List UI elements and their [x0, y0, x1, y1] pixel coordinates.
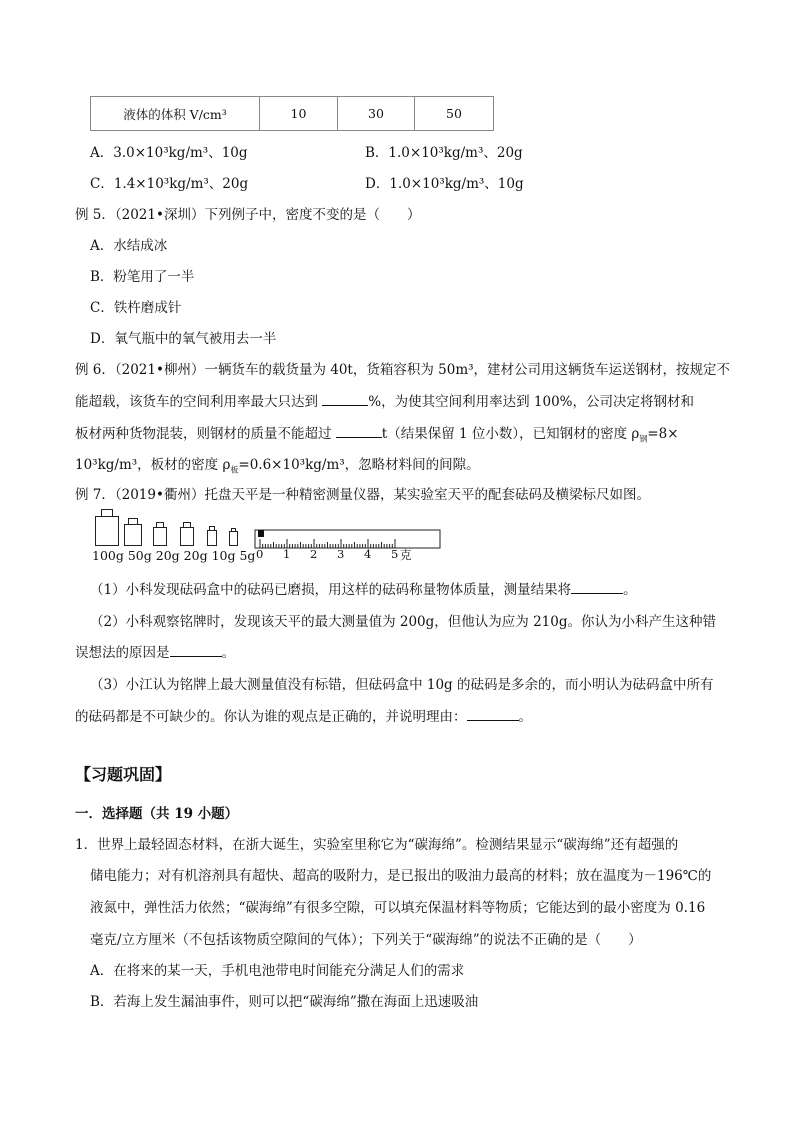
volume-table [90, 96, 494, 131]
ex7-q3-line1: （3）小江认为铭牌上最大测量值没有标错，但砝码盒中 10g 的砝码是多余的，而小明认为砝码盒中所有 [90, 677, 714, 693]
ex4-option-b: B．1.0×10³kg/m³、20g [365, 145, 523, 161]
ex5-stem: 例 5．（2021•深圳）下列例子中，密度不变的是（ ） [75, 207, 421, 223]
ex6-line4: 10³kg/m³，板材的密度 $\rho_板=0.6\times 10^3kg/m^3$，忽略材料间的间隙。 [75, 457, 480, 475]
ex7-stem: 例 7．（2019•衢州）托盘天平是一种精密测量仪器，某实验室天平的配套砝码及横梁标尺如图。 [75, 487, 650, 503]
ex7-q3-line2: 的砝码都是不可缺少的。你认为谁的观点是正确的，并说明理由： 。 [75, 709, 532, 725]
ruler-tick-label: 3 [337, 547, 345, 561]
answer-blank[interactable] [322, 393, 368, 406]
table-header-cell: 液体的体积 V/cm³ [91, 97, 260, 131]
answer-blank[interactable] [571, 581, 623, 594]
ex6-line1: 例 6．（2021•柳州）一辆货车的载货量为 40t，货箱容积为 50m³，建材公司用这辆货车运送钢材，按规定不 [75, 362, 731, 378]
weight-labels: 100g 50g 20g 20g 10g 5g [92, 548, 256, 563]
ruler-tick-label: 0 [256, 547, 264, 561]
table-cell: 30 [338, 97, 415, 131]
q1-option-a: A．在将来的某一天，手机电池带电时间能充分满足人们的需求 [90, 963, 465, 979]
q1-line3: 液氮中，弹性活力依然；“碳海绵”有很多空隙，可以填充保温材料等物质；它能达到的最小密度为 0.16 [90, 900, 706, 916]
q1-line1: 1．世界上最轻固态材料，在浙大诞生，实验室里称它为“碳海绵”。检测结果显示“碳海绵”还有超强的 [75, 837, 679, 853]
ex4-option-a: A．3.0×10³kg/m³、10g [90, 145, 248, 161]
ex7-q2-line1: （2）小科观察铭牌时，发现该天平的最大测量值为 200g，但他认为应为 210g。你认为小科产生这种错 [90, 614, 716, 630]
answer-blank[interactable] [170, 644, 222, 657]
ruler-unit-label: 克 [400, 548, 412, 562]
table-row [91, 97, 494, 131]
ex7-q1: （1）小科发现砝码盒中的砝码已磨损，用这样的砝码称量物体质量，测量结果将 。 [90, 582, 637, 598]
weight-20g [153, 527, 167, 546]
ex4-option-d: D．1.0×10³kg/m³、10g [365, 176, 524, 192]
answer-blank[interactable] [336, 425, 382, 438]
weight-50g [124, 524, 142, 546]
q1-line2: 储电能力；对有机溶剂具有超快、超高的吸附力，是已报出的吸油力最高的材料；放在温度为－196℃的 [90, 868, 712, 884]
table-cell: 10 [260, 97, 338, 131]
ex5-option-b: B．粉笔用了一半 [90, 269, 195, 285]
weight-5g [229, 531, 238, 546]
ex6-line3: 板材两种货物混装，则钢材的质量不能超过 t（结果保留 1 位小数），已知钢材的密度 $\rho_钢=8\times$ [75, 426, 679, 444]
ruler-tick-label: 4 [364, 547, 372, 561]
ex4-option-c: C．1.4×10³kg/m³、20g [90, 176, 249, 192]
ex6-line2: 能超载，该货车的空间利用率最大只达到 %，为使其空间利用率达到 100%，公司决定将钢材和 [75, 394, 695, 410]
table-cell: 50 [415, 97, 494, 131]
weight-100g [95, 516, 119, 546]
q1-line4: 毫克/立方厘米（不包括该物质空隙间的气体）；下列关于“碳海绵”的说法不正确的是（ ） [90, 932, 642, 948]
ex7-q2-line2: 误想法的原因是 。 [75, 645, 235, 661]
ruler-tick-label: 2 [310, 547, 318, 561]
ruler-tick-label: 5 [391, 547, 399, 561]
ex5-option-d: D．氧气瓶中的氧气被用去一半 [90, 331, 277, 347]
section-title: 【习题巩固】 [75, 765, 172, 784]
weight-20g [180, 527, 194, 546]
q1-option-b: B．若海上发生漏油事件，则可以把“碳海绵”撒在海面上迅速吸油 [90, 994, 479, 1010]
ex5-option-a: A．水结成冰 [90, 238, 168, 254]
weight-10g [207, 530, 217, 546]
ex5-option-c: C．铁杵磨成针 [90, 300, 182, 316]
ruler-tick-label: 1 [283, 547, 291, 561]
answer-blank[interactable] [467, 708, 519, 721]
section-subtitle: 一．选择题（共 19 小题） [75, 806, 239, 822]
